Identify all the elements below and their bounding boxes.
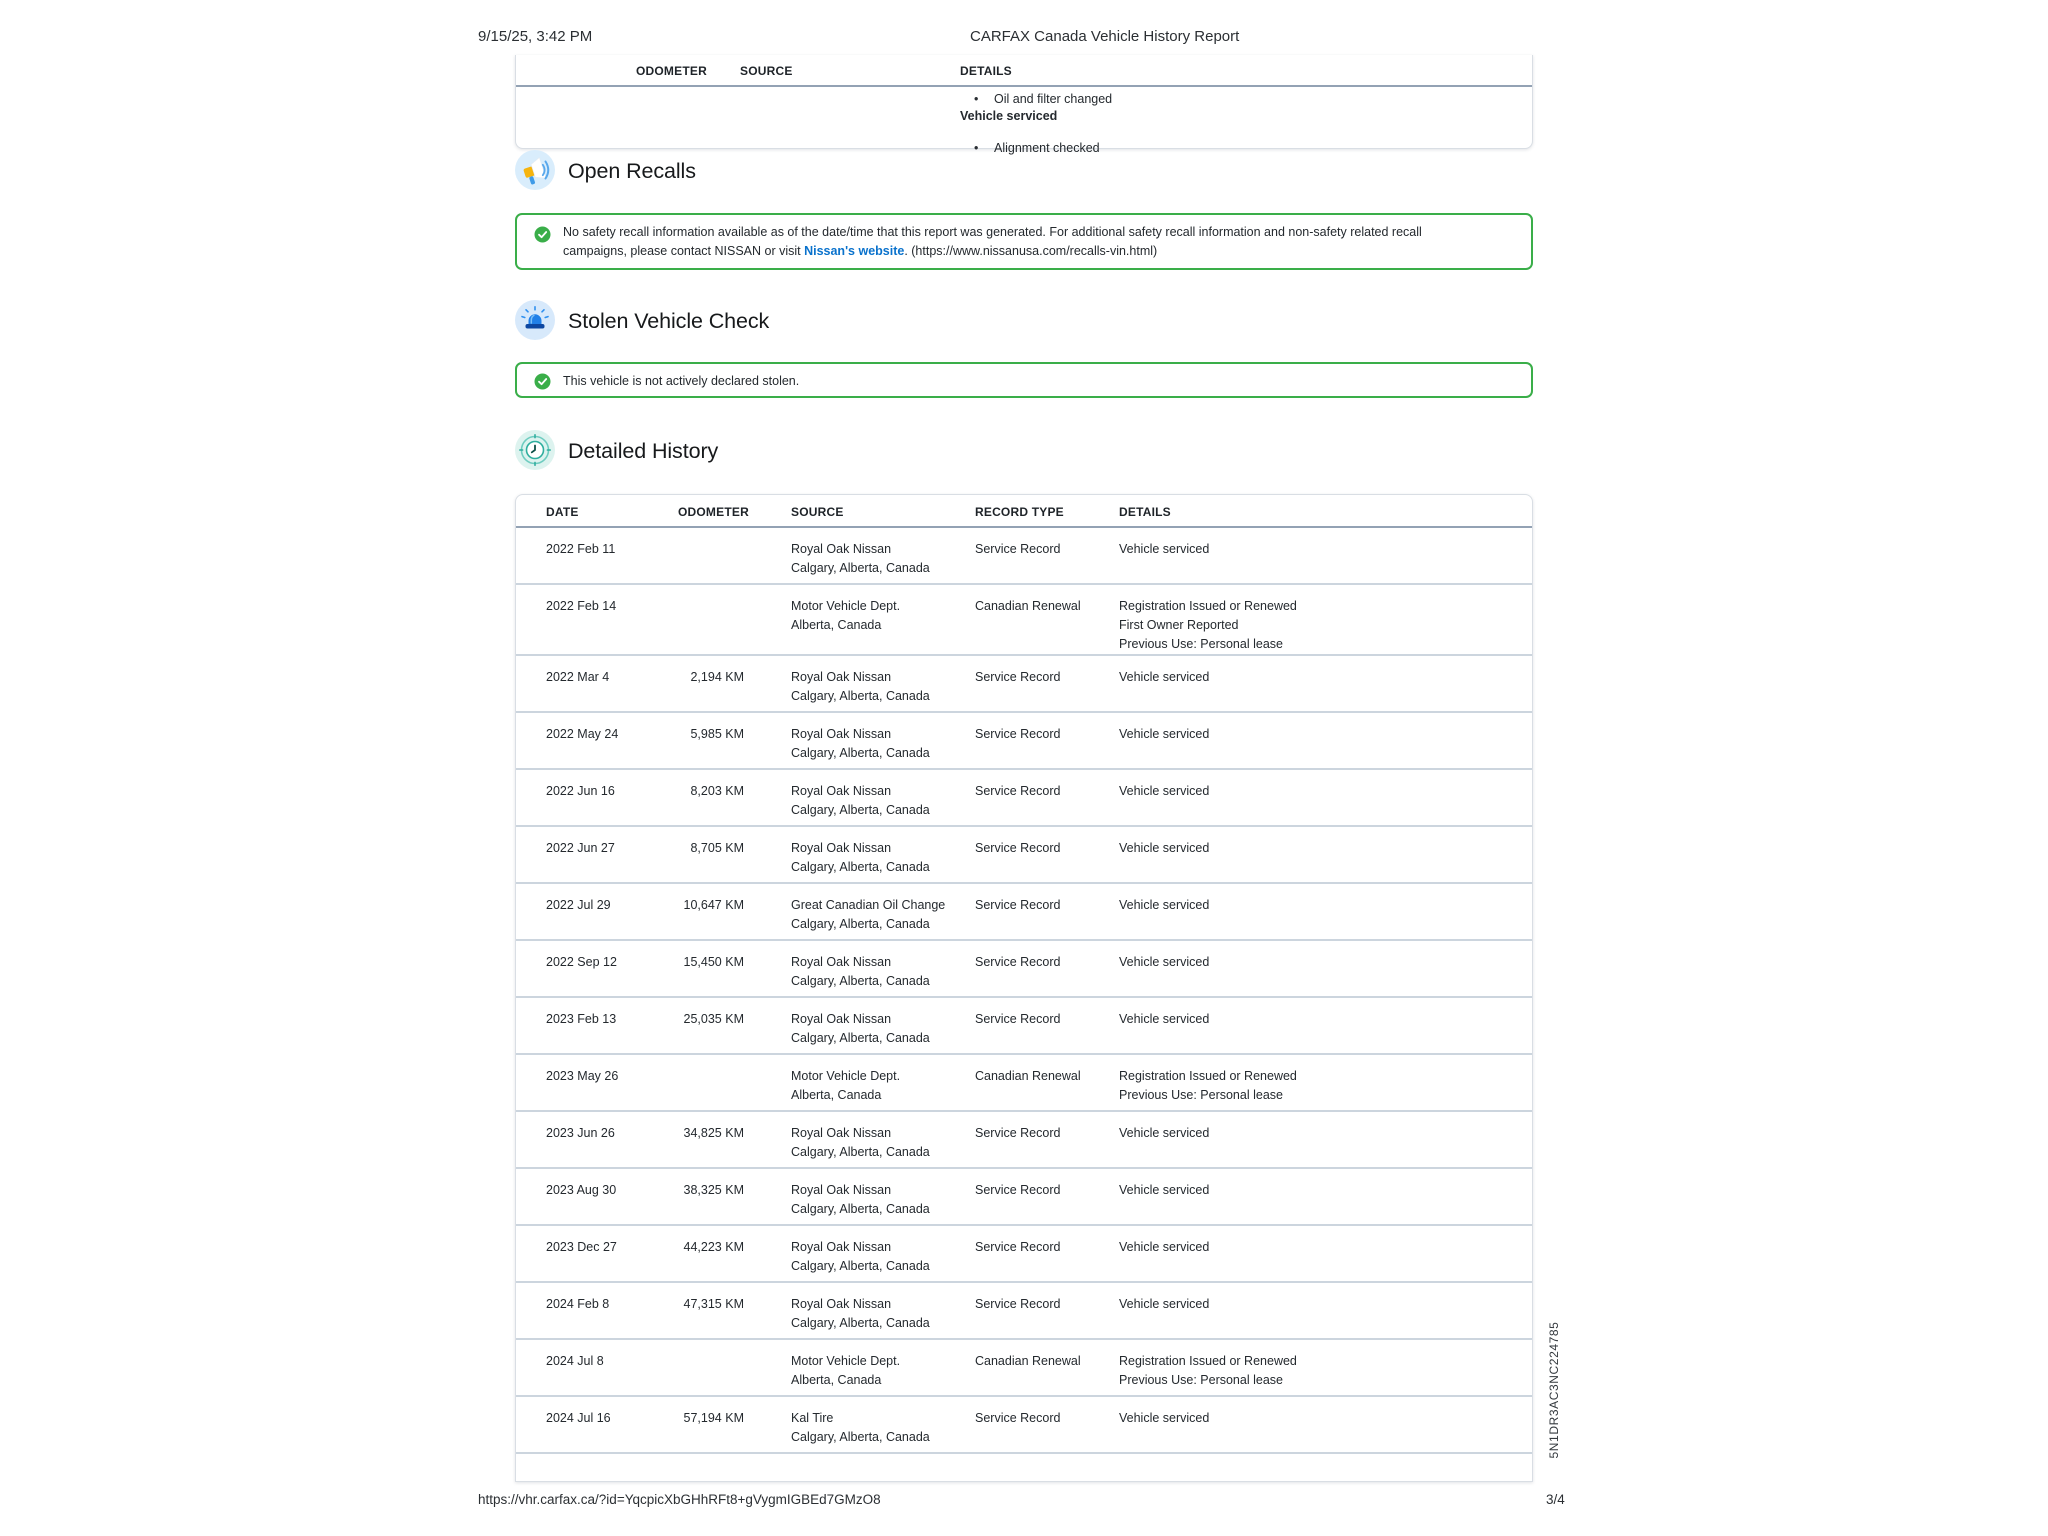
detail-line: First Owner Reported <box>1119 618 1239 632</box>
detail-line: Vehicle serviced <box>1119 1411 1210 1425</box>
history-source <box>791 839 971 877</box>
source-line: Calgary, Alberta, Canada <box>791 561 930 575</box>
history-source <box>791 1010 971 1048</box>
history-source <box>791 540 971 578</box>
detail-line: • Oil and filter changed <box>960 92 1534 107</box>
history-details <box>1119 668 1524 687</box>
history-record-type: Service Record <box>975 784 1061 798</box>
history-details <box>1119 1409 1524 1428</box>
history-odometer: 5,985 KM <box>690 727 744 741</box>
detail-line: Vehicle serviced <box>1119 670 1210 684</box>
history-details <box>1119 1238 1524 1257</box>
table-row <box>516 939 1532 996</box>
history-record-type: Service Record <box>975 1126 1061 1140</box>
source-line: Royal Oak Nissan <box>791 1297 892 1311</box>
history-details <box>1119 725 1524 744</box>
source-line: Royal Oak Nissan <box>791 955 892 969</box>
source-line: Calgary, Alberta, Canada <box>791 803 930 817</box>
table-row <box>516 768 1532 825</box>
recall-message-suffix: . (https://www.nissanusa.com/recalls-vin.html) <box>904 244 1158 258</box>
source-line: Calgary, Alberta, Canada <box>791 1259 930 1273</box>
source-line: Royal Oak Nissan <box>791 784 892 798</box>
source-line: Great Canadian Oil Change <box>791 898 946 912</box>
history-date: 2023 Dec 27 <box>546 1240 617 1254</box>
history-date: 2022 Feb 14 <box>546 599 617 613</box>
source-line: Calgary, Alberta, Canada <box>791 689 930 703</box>
stolen-vehicle-status-box <box>515 362 1533 398</box>
history-source <box>791 725 971 763</box>
print-datetime: 9/15/25, 3:42 PM <box>478 28 593 45</box>
source-line: Royal Oak Nissan <box>791 670 892 684</box>
column-header-odometer: ODOMETER <box>678 505 749 519</box>
source-line: Motor Vehicle Dept. <box>791 1354 901 1368</box>
detail-line: Vehicle serviced <box>1119 727 1210 741</box>
history-odometer: 25,035 KM <box>683 1012 744 1026</box>
check-circle-icon <box>534 226 551 249</box>
column-header-details: DETAILS <box>1119 505 1171 519</box>
footer-url: https://vhr.carfax.ca/?id=YqcpicXbGHhRFt8+gVygmIGBEd7GMzO8 <box>478 1492 881 1507</box>
table-row <box>516 1053 1532 1110</box>
source-line: Kal Tire <box>791 1411 834 1425</box>
detail-line: Vehicle serviced <box>1119 1183 1210 1197</box>
history-record-type: Service Record <box>975 1411 1061 1425</box>
print-title: CARFAX Canada Vehicle History Report <box>970 28 1240 45</box>
history-odometer: 34,825 KM <box>683 1126 744 1140</box>
history-source <box>791 1409 971 1447</box>
history-date: 2024 Jul 16 <box>546 1411 611 1425</box>
column-header-source: SOURCE <box>740 64 793 78</box>
detail-line: Vehicle serviced <box>1119 1126 1210 1140</box>
table-row <box>516 996 1532 1053</box>
history-odometer: 8,203 KM <box>690 784 744 798</box>
source-line: Alberta, Canada <box>791 618 882 632</box>
section-title-detailed-history: Detailed History <box>568 438 719 463</box>
detail-line: Previous Use: Personal lease <box>1119 637 1283 651</box>
table-row <box>516 654 1532 711</box>
table-row <box>516 711 1532 768</box>
history-record-type: Service Record <box>975 1297 1061 1311</box>
detail-line: Previous Use: Personal lease <box>1119 1373 1283 1387</box>
column-header-details: DETAILS <box>960 64 1012 78</box>
history-details <box>1119 597 1524 654</box>
history-record-type: Service Record <box>975 1012 1061 1026</box>
table-row <box>516 528 1532 583</box>
source-line: Royal Oak Nissan <box>791 841 892 855</box>
detail-line: Vehicle serviced <box>1119 898 1210 912</box>
source-line: Calgary, Alberta, Canada <box>791 1430 930 1444</box>
open-recalls-status-box <box>515 213 1533 270</box>
history-details <box>1119 1124 1524 1143</box>
history-details <box>1119 1295 1524 1314</box>
detail-line: Vehicle serviced <box>1119 784 1210 798</box>
continuation-details-cell <box>516 87 1532 155</box>
history-date: 2022 Feb 11 <box>546 542 616 556</box>
history-details <box>1119 896 1524 915</box>
source-line: Motor Vehicle Dept. <box>791 1069 901 1083</box>
section-title-stolen-vehicle-check: Stolen Vehicle Check <box>568 308 770 333</box>
history-rows <box>516 528 1532 1479</box>
history-record-type: Service Record <box>975 542 1061 556</box>
history-date: 2022 Jun 16 <box>546 784 615 798</box>
table-row <box>516 1395 1532 1452</box>
history-date: 2022 Mar 4 <box>546 670 610 684</box>
history-date: 2022 May 24 <box>546 727 619 741</box>
table-row <box>516 1167 1532 1224</box>
history-source <box>791 1352 971 1390</box>
history-source <box>791 1067 971 1105</box>
detail-line-bold: Vehicle serviced <box>960 109 1058 123</box>
history-record-type: Service Record <box>975 841 1061 855</box>
source-line: Royal Oak Nissan <box>791 1126 892 1140</box>
source-line: Royal Oak Nissan <box>791 542 892 556</box>
history-details <box>1119 839 1524 858</box>
source-line: Calgary, Alberta, Canada <box>791 1316 930 1330</box>
detail-line: Vehicle serviced <box>1119 1240 1210 1254</box>
history-record-type: Service Record <box>975 1183 1061 1197</box>
table-row <box>516 1338 1532 1395</box>
column-header-odometer: ODOMETER <box>636 64 707 78</box>
history-details <box>1119 782 1524 801</box>
stolen-check-message: This vehicle is not actively declared stolen. <box>563 374 800 388</box>
history-date: 2024 Feb 8 <box>546 1297 610 1311</box>
table-row <box>516 583 1532 654</box>
history-date: 2023 May 26 <box>546 1069 619 1083</box>
history-source <box>791 668 971 706</box>
history-odometer: 15,450 KM <box>683 955 744 969</box>
history-date: 2024 Jul 8 <box>546 1354 604 1368</box>
source-line: Calgary, Alberta, Canada <box>791 974 930 988</box>
history-date: 2022 Jul 29 <box>546 898 611 912</box>
open-recalls-section-header <box>515 151 696 191</box>
source-line: Royal Oak Nissan <box>791 1183 892 1197</box>
detail-line: Vehicle serviced <box>1119 955 1210 969</box>
detailed-history-section-header <box>515 431 718 471</box>
source-line: Calgary, Alberta, Canada <box>791 860 930 874</box>
source-line: Calgary, Alberta, Canada <box>791 1031 930 1045</box>
table-row-partial <box>516 1452 1532 1479</box>
history-odometer: 57,194 KM <box>683 1411 744 1425</box>
check-circle-icon <box>534 373 551 396</box>
detail-line: • Alignment checked <box>960 141 1534 156</box>
history-date: 2023 Aug 30 <box>546 1183 617 1197</box>
history-record-type: Service Record <box>975 727 1061 741</box>
history-source <box>791 1124 971 1162</box>
history-date: 2023 Jun 26 <box>546 1126 615 1140</box>
table-row <box>516 825 1532 882</box>
detail-line: Vehicle serviced <box>1119 1012 1210 1026</box>
history-odometer: 47,315 KM <box>683 1297 744 1311</box>
detail-line: Registration Issued or Renewed <box>1119 1354 1297 1368</box>
stolen-vehicle-section-header <box>515 301 769 341</box>
history-source <box>791 782 971 820</box>
continuation-table-header-row <box>516 55 1532 87</box>
source-line: Calgary, Alberta, Canada <box>791 1202 930 1216</box>
detail-line: Previous Use: Personal lease <box>1119 1088 1283 1102</box>
history-odometer: 10,647 KM <box>683 898 744 912</box>
history-details <box>1119 1352 1524 1390</box>
source-line: Calgary, Alberta, Canada <box>791 746 930 760</box>
vin-vertical-text: 5N1DR3AC3NC224785 <box>1547 1321 1561 1459</box>
detail-line: Registration Issued or Renewed <box>1119 599 1297 613</box>
history-source <box>791 597 971 635</box>
history-source <box>791 953 971 991</box>
source-line: Royal Oak Nissan <box>791 1012 892 1026</box>
history-record-type: Service Record <box>975 1240 1061 1254</box>
history-record-type: Service Record <box>975 670 1061 684</box>
history-date: 2022 Jun 27 <box>546 841 615 855</box>
history-source <box>791 1181 971 1219</box>
detailed-history-table <box>515 494 1533 1482</box>
history-record-type: Canadian Renewal <box>975 1354 1081 1368</box>
detail-line: Vehicle serviced <box>1119 1297 1210 1311</box>
table-row <box>516 1110 1532 1167</box>
history-odometer: 8,705 KM <box>690 841 744 855</box>
history-record-type: Canadian Renewal <box>975 1069 1081 1083</box>
detail-line: Registration Issued or Renewed <box>1119 1069 1297 1083</box>
source-line: Alberta, Canada <box>791 1373 882 1387</box>
history-details <box>1119 1010 1524 1029</box>
history-clock-icon <box>515 430 555 473</box>
table-row <box>516 882 1532 939</box>
history-source <box>791 896 971 934</box>
history-record-type: Service Record <box>975 898 1061 912</box>
recall-message: No safety recall information available as of the date/time that this report was generated. For additional safety recall information and non-safety related recall campaigns, please contact NISSAN or visit <box>563 225 1422 258</box>
source-line: Motor Vehicle Dept. <box>791 599 901 613</box>
section-title-open-recalls: Open Recalls <box>568 158 696 183</box>
history-odometer: 2,194 KM <box>690 670 744 684</box>
history-source <box>791 1238 971 1276</box>
history-odometer: 44,223 KM <box>683 1240 744 1254</box>
history-details <box>1119 953 1524 972</box>
history-source <box>791 1295 971 1333</box>
history-record-type: Canadian Renewal <box>975 599 1081 613</box>
table-row <box>516 1281 1532 1338</box>
megaphone-icon <box>515 150 555 193</box>
history-date: 2022 Sep 12 <box>546 955 617 969</box>
service-record-continuation-table <box>515 55 1533 155</box>
source-line: Calgary, Alberta, Canada <box>791 1145 930 1159</box>
table-row <box>516 1224 1532 1281</box>
column-header-record-type: RECORD TYPE <box>975 505 1064 519</box>
source-line: Royal Oak Nissan <box>791 1240 892 1254</box>
siren-icon <box>515 300 555 343</box>
history-details <box>1119 540 1524 559</box>
nissan-website-link[interactable]: Nissan's website <box>804 244 905 258</box>
column-header-date: DATE <box>546 505 579 519</box>
column-header-source: SOURCE <box>791 505 844 519</box>
source-line: Royal Oak Nissan <box>791 727 892 741</box>
detail-line: Vehicle serviced <box>1119 841 1210 855</box>
source-line: Alberta, Canada <box>791 1088 882 1102</box>
history-details <box>1119 1067 1524 1105</box>
history-odometer: 38,325 KM <box>683 1183 744 1197</box>
history-table-header-row <box>516 495 1532 528</box>
history-date: 2023 Feb 13 <box>546 1012 617 1026</box>
source-line: Calgary, Alberta, Canada <box>791 917 930 931</box>
history-record-type: Service Record <box>975 955 1061 969</box>
history-details <box>1119 1181 1524 1200</box>
footer-page-number: 3/4 <box>1546 1492 1565 1507</box>
detail-line: Vehicle serviced <box>1119 542 1210 556</box>
